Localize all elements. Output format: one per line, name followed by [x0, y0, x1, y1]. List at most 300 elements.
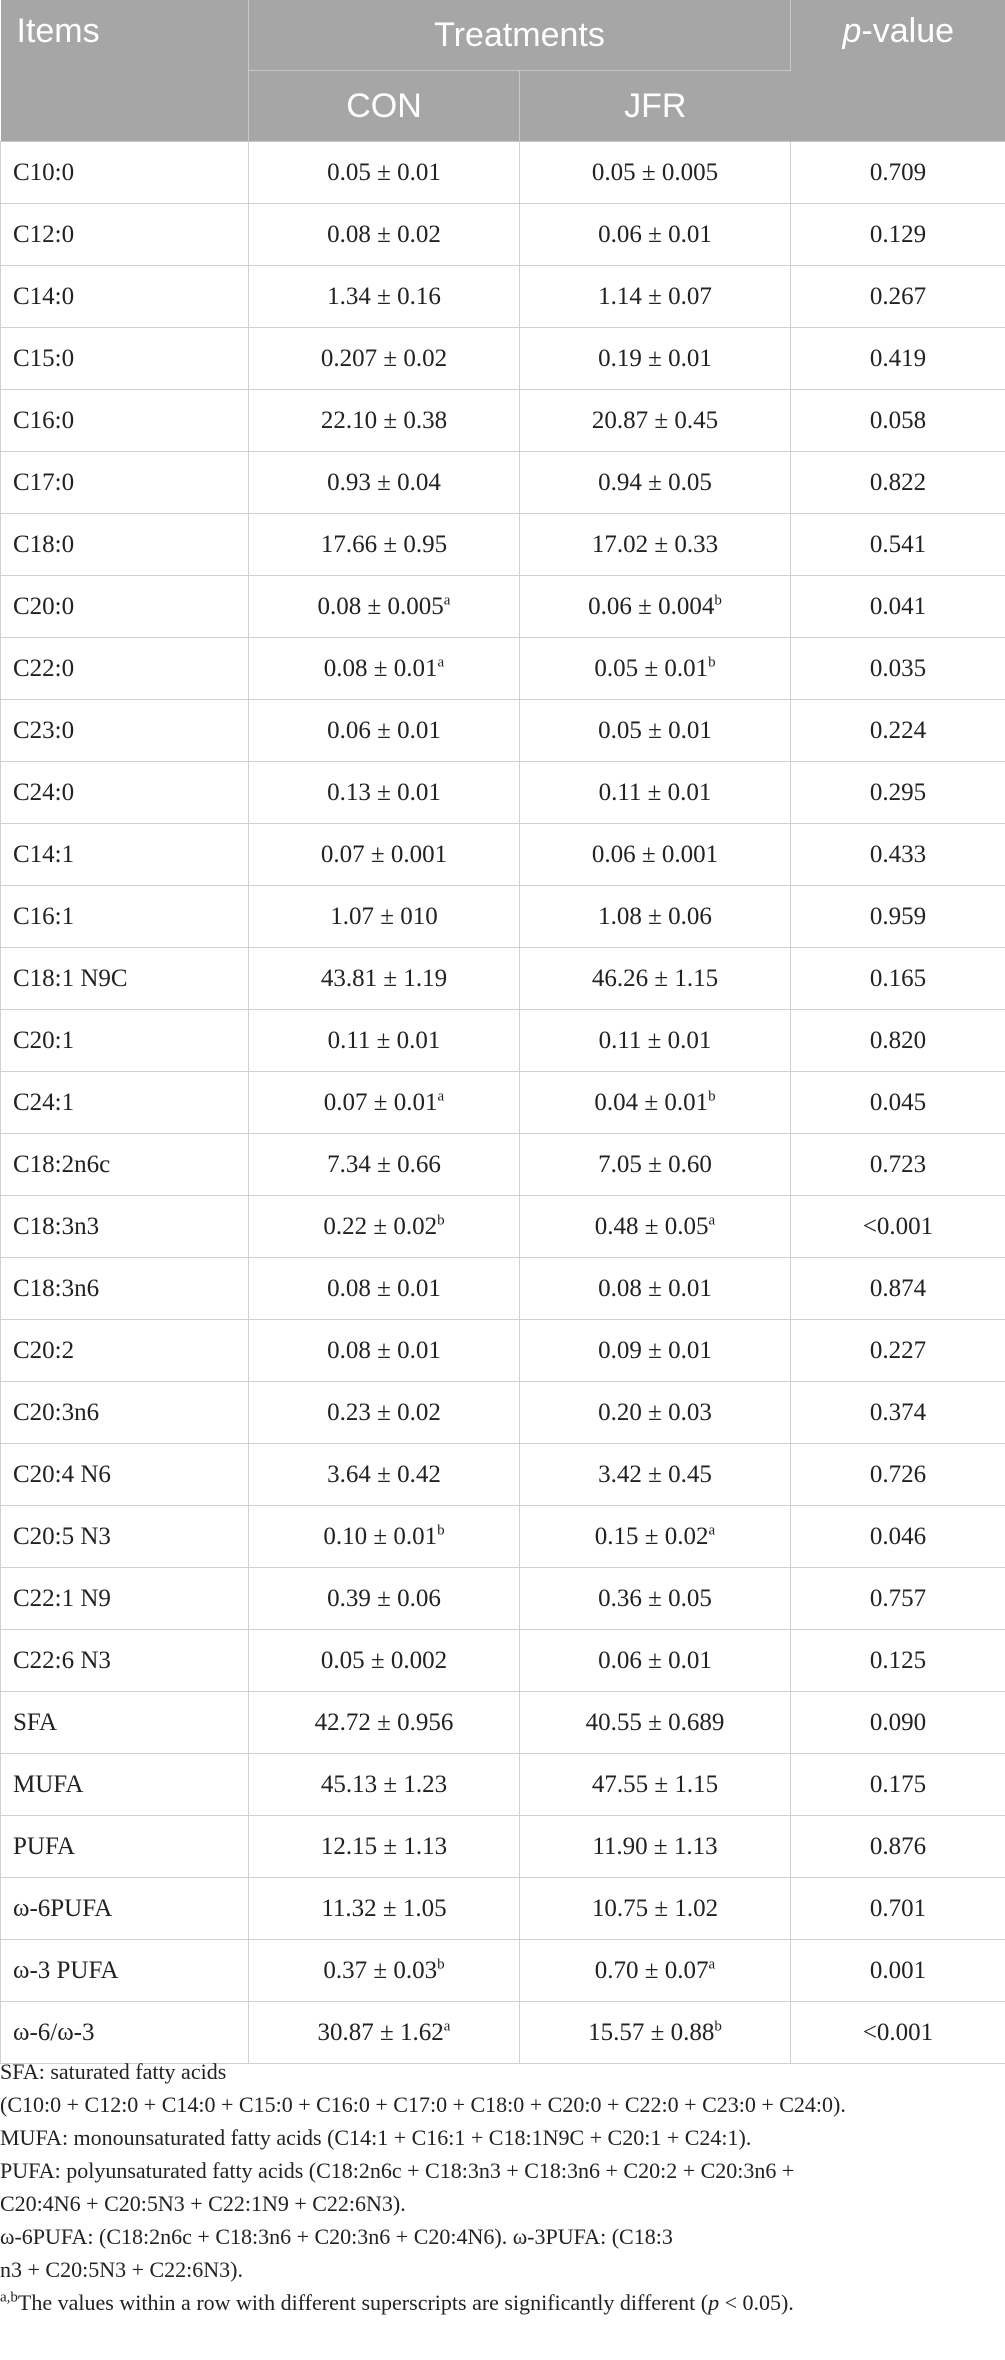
cell-jfr — [520, 638, 791, 700]
cell-item-text: C24:0 — [13, 778, 75, 806]
cell-p-value-text: 0.045 — [869, 1088, 927, 1116]
cell-p-value — [791, 1320, 1005, 1382]
cell-jfr — [520, 328, 791, 390]
cell-p-value — [791, 1940, 1005, 2002]
table-row — [1, 700, 1005, 762]
cell-p-value-text: 0.175 — [869, 1770, 927, 1798]
cell-item-text: C20:0 — [13, 592, 75, 620]
footnote-line: PUFA: polyunsaturated fatty acids (C18:2n6c + C18:3n3 + C18:3n6 + C20:2 + C20:3n6 + — [0, 2158, 795, 2183]
footnote-p: p — [708, 2290, 720, 2315]
cell-item-text: C20:3n6 — [13, 1398, 100, 1426]
cell-p-value — [791, 576, 1005, 638]
cell-jfr — [520, 1010, 791, 1072]
cell-con-text: 43.81 ± 1.19 — [320, 964, 448, 992]
cell-jfr-superscript: a — [708, 1212, 716, 1229]
cell-jfr — [520, 1568, 791, 1630]
cell-p-value-text: 0.874 — [869, 1274, 927, 1302]
cell-con-text: 0.22 ± 0.02 — [323, 1212, 438, 1240]
cell-item-text: C22:0 — [13, 654, 75, 682]
cell-item — [1, 1816, 249, 1878]
cell-item-text: C18:3n6 — [13, 1274, 100, 1302]
cell-con-text: 0.05 ± 0.01 — [327, 158, 441, 186]
table-row — [1, 390, 1005, 452]
table-row — [1, 452, 1005, 514]
cell-item-text: C20:2 — [13, 1336, 75, 1364]
cell-con — [249, 638, 520, 700]
cell-item-text: C18:0 — [13, 530, 75, 558]
cell-p-value-text: 0.757 — [869, 1584, 927, 1612]
cell-item — [1, 1382, 249, 1444]
cell-p-value — [791, 886, 1005, 948]
table-row — [1, 266, 1005, 328]
cell-con-text: 12.15 ± 1.13 — [320, 1832, 448, 1860]
cell-jfr-text: 0.09 ± 0.01 — [598, 1336, 712, 1364]
cell-item-text: C20:4 N6 — [13, 1460, 111, 1488]
cell-jfr-text: 40.55 ± 0.689 — [585, 1708, 725, 1736]
cell-p-value-text: 0.820 — [869, 1026, 927, 1054]
cell-jfr — [520, 824, 791, 886]
cell-item-text: C20:1 — [13, 1026, 75, 1054]
cell-jfr-text: 0.70 ± 0.07 — [594, 1956, 709, 1984]
cell-jfr — [520, 886, 791, 948]
cell-item — [1, 1506, 249, 1568]
cell-p-value-text: 0.419 — [869, 344, 927, 372]
cell-p-value — [791, 328, 1005, 390]
cell-p-value — [791, 1072, 1005, 1134]
cell-item — [1, 1754, 249, 1816]
cell-con-text: 17.66 ± 0.95 — [320, 530, 448, 558]
cell-jfr-text: 7.05 ± 0.60 — [598, 1150, 712, 1178]
cell-item-text: C18:1 N9C — [13, 964, 128, 992]
cell-con-superscript: b — [437, 1956, 445, 1973]
table-row — [1, 1382, 1005, 1444]
cell-jfr-text: 0.06 ± 0.01 — [598, 1646, 712, 1674]
cell-item — [1, 1072, 249, 1134]
cell-con — [249, 266, 520, 328]
cell-con — [249, 1630, 520, 1692]
cell-jfr — [520, 142, 791, 204]
cell-con — [249, 700, 520, 762]
cell-con — [249, 204, 520, 266]
cell-jfr-text: 17.02 ± 0.33 — [591, 530, 719, 558]
table-footnotes — [0, 2055, 990, 2319]
cell-jfr-text: 0.19 ± 0.01 — [598, 344, 712, 372]
table-row — [1, 1010, 1005, 1072]
cell-con-text: 7.34 ± 0.66 — [327, 1150, 441, 1178]
cell-jfr-text: 0.05 ± 0.01 — [594, 654, 709, 682]
cell-p-value — [791, 638, 1005, 700]
cell-con-text: 3.64 ± 0.42 — [327, 1460, 441, 1488]
cell-p-value — [791, 762, 1005, 824]
cell-con — [249, 762, 520, 824]
cell-con-text: 22.10 ± 0.38 — [320, 406, 448, 434]
cell-p-value — [791, 204, 1005, 266]
cell-p-value — [791, 1010, 1005, 1072]
cell-jfr — [520, 1196, 791, 1258]
cell-item-text: PUFA — [13, 1832, 76, 1860]
cell-item — [1, 1940, 249, 2002]
cell-p-value — [791, 1444, 1005, 1506]
cell-jfr — [520, 1754, 791, 1816]
cell-item-text: C16:0 — [13, 406, 75, 434]
footnote-line: MUFA: monounsaturated fatty acids (C14:1 + C16:1 + C18:1N9C + C20:1 + C24:1). — [0, 2125, 752, 2150]
cell-p-value — [791, 948, 1005, 1010]
cell-item — [1, 1878, 249, 1940]
cell-con — [249, 1568, 520, 1630]
table-row — [1, 1816, 1005, 1878]
cell-item-text: C20:5 N3 — [13, 1522, 111, 1550]
cell-con-text: 0.10 ± 0.01 — [323, 1522, 438, 1550]
cell-jfr-superscript: a — [708, 1956, 716, 1973]
cell-item — [1, 1258, 249, 1320]
footnote-line: ω-6PUFA: (C18:2n6c + C18:3n6 + C20:3n6 + C20:4N6). ω-3PUFA: (C18:3 — [0, 2224, 673, 2249]
cell-con — [249, 514, 520, 576]
cell-p-value-text: 0.125 — [869, 1646, 927, 1674]
table-row — [1, 1072, 1005, 1134]
cell-jfr — [520, 1320, 791, 1382]
table-row — [1, 1878, 1005, 1940]
cell-jfr-superscript: a — [708, 1522, 716, 1539]
cell-item — [1, 1196, 249, 1258]
cell-p-value-text: 0.541 — [869, 530, 927, 558]
cell-jfr-text: 0.11 ± 0.01 — [598, 1026, 712, 1054]
cell-p-value-text: 0.129 — [869, 220, 927, 248]
cell-p-value — [791, 1568, 1005, 1630]
cell-jfr-text: 15.57 ± 0.88 — [588, 2018, 715, 2046]
cell-jfr — [520, 1940, 791, 2002]
cell-con-text: 0.08 ± 0.01 — [327, 1274, 441, 1302]
cell-con-superscript: a — [437, 1088, 445, 1105]
cell-item — [1, 142, 249, 204]
header-jfr: JFR — [520, 71, 791, 142]
cell-jfr-text: 0.08 ± 0.01 — [598, 1274, 712, 1302]
cell-con-text: 1.07 ± 010 — [330, 902, 438, 930]
cell-con — [249, 1382, 520, 1444]
cell-p-value-text: 0.165 — [869, 964, 927, 992]
cell-jfr — [520, 1072, 791, 1134]
cell-item-text: C22:6 N3 — [13, 1646, 111, 1674]
cell-jfr-text: 0.05 ± 0.01 — [598, 716, 712, 744]
cell-con — [249, 390, 520, 452]
cell-con — [249, 1134, 520, 1196]
table-row — [1, 1630, 1005, 1692]
cell-p-value — [791, 1878, 1005, 1940]
cell-jfr-text: 47.55 ± 1.15 — [591, 1770, 719, 1798]
cell-jfr-text: 0.04 ± 0.01 — [594, 1088, 709, 1116]
table-row — [1, 514, 1005, 576]
cell-con — [249, 1258, 520, 1320]
table-row — [1, 1568, 1005, 1630]
cell-con — [249, 576, 520, 638]
cell-p-value — [791, 1134, 1005, 1196]
cell-con-superscript: a — [437, 654, 445, 671]
cell-con-text: 0.08 ± 0.02 — [327, 220, 441, 248]
cell-item — [1, 452, 249, 514]
cell-p-value — [791, 452, 1005, 514]
cell-jfr — [520, 1692, 791, 1754]
cell-con-text: 45.13 ± 1.23 — [320, 1770, 448, 1798]
cell-p-value — [791, 1754, 1005, 1816]
cell-jfr — [520, 1816, 791, 1878]
cell-item-text: SFA — [13, 1708, 58, 1736]
cell-jfr — [520, 1506, 791, 1568]
cell-con — [249, 1816, 520, 1878]
cell-item-text: C10:0 — [13, 158, 75, 186]
footnote-line: n3 + C20:5N3 + C22:6N3). — [0, 2257, 243, 2282]
cell-p-value-text: 0.224 — [869, 716, 927, 744]
cell-con — [249, 1010, 520, 1072]
cell-con-text: 30.87 ± 1.62 — [317, 2018, 444, 2046]
cell-con-text: 0.23 ± 0.02 — [327, 1398, 441, 1426]
table-row — [1, 328, 1005, 390]
cell-jfr-text: 0.06 ± 0.01 — [598, 220, 712, 248]
cell-item-text: C18:3n3 — [13, 1212, 100, 1240]
cell-jfr — [520, 390, 791, 452]
table-row — [1, 1196, 1005, 1258]
cell-jfr — [520, 514, 791, 576]
cell-con — [249, 886, 520, 948]
header-treatments: Treatments — [249, 0, 791, 71]
cell-item-text: C16:1 — [13, 902, 75, 930]
cell-p-value — [791, 1196, 1005, 1258]
cell-con-text: 11.32 ± 1.05 — [321, 1894, 447, 1922]
cell-p-value — [791, 1692, 1005, 1754]
cell-con-text: 0.08 ± 0.01 — [323, 654, 438, 682]
cell-con — [249, 1754, 520, 1816]
cell-item-text: C17:0 — [13, 468, 75, 496]
cell-jfr-text: 0.15 ± 0.02 — [594, 1522, 709, 1550]
cell-p-value-text: 0.822 — [869, 468, 927, 496]
header-p-value — [791, 0, 1005, 142]
cell-item — [1, 514, 249, 576]
table-row — [1, 1692, 1005, 1754]
header-p-italic: p — [842, 12, 862, 50]
cell-item — [1, 824, 249, 886]
cell-jfr — [520, 948, 791, 1010]
cell-jfr — [520, 576, 791, 638]
cell-item-text: MUFA — [13, 1770, 84, 1798]
table-header — [1, 0, 1005, 142]
cell-item — [1, 1568, 249, 1630]
cell-jfr — [520, 700, 791, 762]
cell-jfr — [520, 452, 791, 514]
table-row — [1, 762, 1005, 824]
cell-con — [249, 1940, 520, 2002]
cell-jfr-text: 0.94 ± 0.05 — [598, 468, 712, 496]
cell-item — [1, 576, 249, 638]
header-p-suffix: -value — [861, 12, 955, 50]
header-con: CON — [249, 71, 520, 142]
table-row — [1, 142, 1005, 204]
cell-jfr — [520, 1382, 791, 1444]
cell-item — [1, 700, 249, 762]
cell-jfr-text: 1.14 ± 0.07 — [598, 282, 712, 310]
cell-con — [249, 328, 520, 390]
cell-jfr-text: 0.06 ± 0.004 — [588, 592, 715, 620]
cell-con — [249, 1506, 520, 1568]
cell-p-value — [791, 390, 1005, 452]
cell-con-text: 0.39 ± 0.06 — [327, 1584, 441, 1612]
cell-item — [1, 328, 249, 390]
cell-con-text: 0.11 ± 0.01 — [327, 1026, 441, 1054]
cell-jfr — [520, 204, 791, 266]
cell-p-value-text: 0.701 — [869, 1894, 927, 1922]
cell-con — [249, 1692, 520, 1754]
cell-jfr — [520, 1444, 791, 1506]
cell-p-value — [791, 266, 1005, 328]
cell-jfr — [520, 1630, 791, 1692]
cell-item-text: C18:2n6c — [13, 1150, 111, 1178]
cell-p-value-text: 0.267 — [869, 282, 927, 310]
cell-jfr-text: 0.05 ± 0.005 — [591, 158, 719, 186]
cell-p-value — [791, 142, 1005, 204]
cell-jfr — [520, 1134, 791, 1196]
cell-p-value-text: 0.433 — [869, 840, 927, 868]
cell-jfr-superscript: b — [708, 654, 716, 671]
cell-p-value-text: <0.001 — [862, 1212, 934, 1240]
cell-p-value-text: 0.726 — [869, 1460, 927, 1488]
cell-jfr-superscript: b — [708, 1088, 716, 1105]
table-row — [1, 638, 1005, 700]
cell-p-value — [791, 1506, 1005, 1568]
table-row — [1, 204, 1005, 266]
cell-item — [1, 390, 249, 452]
cell-p-value — [791, 824, 1005, 886]
cell-item — [1, 1630, 249, 1692]
footnote-line: SFA: saturated fatty acids — [0, 2059, 227, 2084]
cell-con — [249, 948, 520, 1010]
cell-p-value — [791, 514, 1005, 576]
cell-p-value — [791, 1382, 1005, 1444]
footnote-superscript: a,b — [0, 2289, 18, 2306]
cell-item-text: C14:1 — [13, 840, 75, 868]
cell-jfr-text: 0.36 ± 0.05 — [598, 1584, 712, 1612]
cell-p-value-text: 0.876 — [869, 1832, 927, 1860]
cell-con — [249, 1320, 520, 1382]
cell-item-text: C15:0 — [13, 344, 75, 372]
table-row — [1, 1940, 1005, 2002]
cell-item — [1, 1444, 249, 1506]
cell-item — [1, 204, 249, 266]
cell-jfr-text: 0.06 ± 0.001 — [591, 840, 719, 868]
cell-p-value — [791, 700, 1005, 762]
cell-p-value-text: 0.374 — [869, 1398, 927, 1426]
cell-item-text: ω-6/ω-3 — [13, 2018, 95, 2046]
cell-item — [1, 1692, 249, 1754]
cell-jfr-text: 10.75 ± 1.02 — [591, 1894, 719, 1922]
table-row — [1, 948, 1005, 1010]
cell-con-text: 0.93 ± 0.04 — [327, 468, 441, 496]
cell-con-text: 1.34 ± 0.16 — [327, 282, 441, 310]
cell-con-text: 0.13 ± 0.01 — [327, 778, 441, 806]
cell-p-value — [791, 1816, 1005, 1878]
table-row — [1, 1258, 1005, 1320]
cell-item — [1, 1134, 249, 1196]
cell-jfr — [520, 266, 791, 328]
cell-con — [249, 824, 520, 886]
cell-jfr-text: 11.90 ± 1.13 — [592, 1832, 718, 1860]
footnote-line: (C10:0 + C12:0 + C14:0 + C15:0 + C16:0 + C17:0 + C18:0 + C20:0 + C22:0 + C23:0 + C24:0). — [0, 2092, 846, 2117]
cell-p-value-text: 0.058 — [869, 406, 927, 434]
table-row — [1, 886, 1005, 948]
cell-item-text: C12:0 — [13, 220, 75, 248]
cell-item — [1, 886, 249, 948]
table-row — [1, 1506, 1005, 1568]
cell-jfr-superscript: b — [714, 2018, 722, 2035]
table-row — [1, 1134, 1005, 1196]
cell-jfr-text: 0.48 ± 0.05 — [594, 1212, 709, 1240]
cell-p-value — [791, 1258, 1005, 1320]
cell-item-text: ω-3 PUFA — [13, 1956, 119, 1984]
cell-p-value-text: 0.041 — [869, 592, 927, 620]
cell-p-value-text: 0.709 — [869, 158, 927, 186]
cell-item-text: C22:1 N9 — [13, 1584, 111, 1612]
cell-p-value-text: 0.046 — [869, 1522, 927, 1550]
cell-con — [249, 452, 520, 514]
cell-jfr — [520, 1258, 791, 1320]
cell-con — [249, 1878, 520, 1940]
cell-con-text: 0.05 ± 0.002 — [320, 1646, 448, 1674]
cell-jfr-text: 0.11 ± 0.01 — [598, 778, 712, 806]
cell-p-value — [791, 1630, 1005, 1692]
table-row — [1, 1320, 1005, 1382]
cell-jfr-text: 20.87 ± 0.45 — [591, 406, 719, 434]
cell-jfr — [520, 1878, 791, 1940]
cell-con-text: 0.207 ± 0.02 — [320, 344, 448, 372]
cell-con-text: 0.08 ± 0.005 — [317, 592, 444, 620]
cell-item — [1, 266, 249, 328]
cell-item — [1, 948, 249, 1010]
cell-con — [249, 1196, 520, 1258]
table-row — [1, 576, 1005, 638]
cell-p-value-text: 0.723 — [869, 1150, 927, 1178]
cell-con — [249, 1444, 520, 1506]
cell-item — [1, 762, 249, 824]
cell-item-text: C23:0 — [13, 716, 75, 744]
cell-p-value-text: 0.001 — [869, 1956, 927, 1984]
cell-jfr-text: 3.42 ± 0.45 — [598, 1460, 712, 1488]
cell-con — [249, 142, 520, 204]
cell-con-text: 0.06 ± 0.01 — [327, 716, 441, 744]
cell-jfr — [520, 762, 791, 824]
cell-jfr-superscript: b — [714, 592, 722, 609]
cell-p-value-text: 0.035 — [869, 654, 927, 682]
cell-jfr-text: 1.08 ± 0.06 — [598, 902, 712, 930]
footnote-text-end: < 0.05). — [719, 2290, 794, 2315]
table-body — [1, 142, 1005, 2064]
cell-con-superscript: b — [437, 1522, 445, 1539]
cell-p-value-text: 0.090 — [869, 1708, 927, 1736]
cell-con-superscript: a — [443, 592, 451, 609]
cell-p-value-text: <0.001 — [862, 2018, 934, 2046]
table-row — [1, 1754, 1005, 1816]
cell-con-text: 0.07 ± 0.01 — [323, 1088, 438, 1116]
cell-item-text: C14:0 — [13, 282, 75, 310]
cell-p-value-text: 0.295 — [869, 778, 927, 806]
cell-item-text: ω-6PUFA — [13, 1894, 113, 1922]
table-row — [1, 824, 1005, 886]
cell-item — [1, 1320, 249, 1382]
cell-con-superscript: a — [443, 2018, 451, 2035]
footnote-line: C20:4N6 + C20:5N3 + C22:1N9 + C22:6N3). — [0, 2191, 406, 2216]
cell-jfr-text: 46.26 ± 1.15 — [591, 964, 719, 992]
cell-con-text: 42.72 ± 0.956 — [314, 1708, 454, 1736]
cell-p-value-text: 0.227 — [869, 1336, 927, 1364]
cell-jfr-text: 0.20 ± 0.03 — [598, 1398, 712, 1426]
header-items: Items — [1, 0, 249, 142]
cell-con — [249, 1072, 520, 1134]
footnote-significance — [0, 2286, 990, 2319]
